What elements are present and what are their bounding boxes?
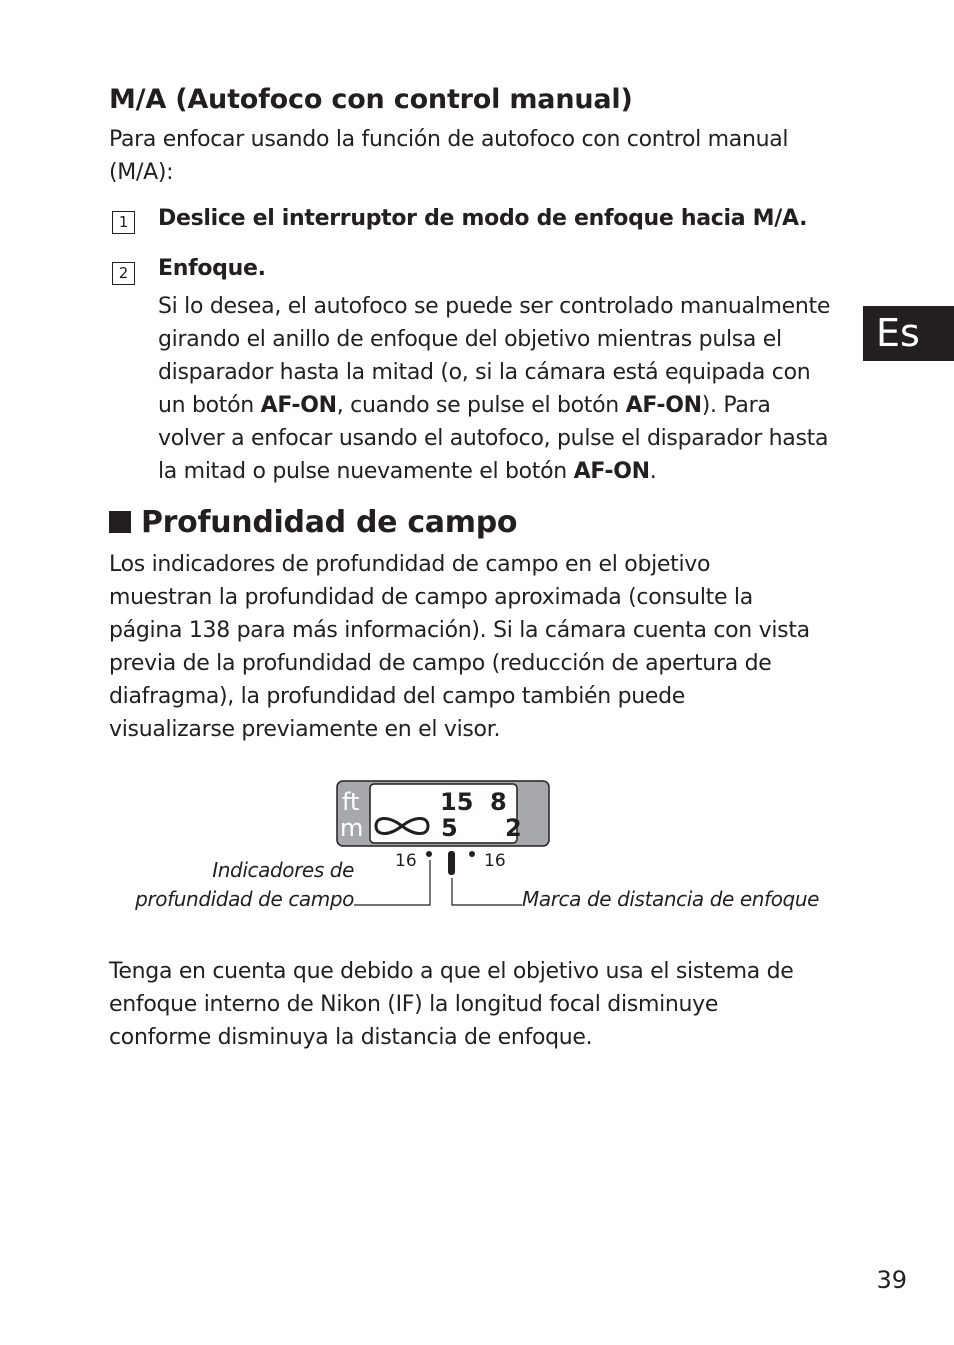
m-value-2: 2 [505,814,522,842]
ft-value-15: 15 [440,788,474,816]
step-2-body [158,290,830,488]
text-run: la mitad o pulse nuevamente el botón [158,459,574,484]
text-run: ). Para [701,393,771,418]
intro-line-1: Para enfocar usando la función de autofoco con control manual [109,127,789,152]
caption-line: Indicadores de [212,858,354,882]
dof-dot-left [426,851,432,857]
dof-line: visualizarse previamente en el visor. [109,717,501,742]
caption-dof-indicators [109,856,354,914]
step-2-line-5: volver a enfocar usando el autofoco, pulse el disparador hasta [158,426,829,451]
dof-line: muestran la profundidad de campo aproximada (consulte la [109,585,753,610]
focus-distance-mark [448,851,455,875]
step-2-line-2: girando el anillo de enfoque del objetivo mientras pulsa el [158,327,782,352]
section-square-icon [109,511,131,533]
step-2-line-1: Si lo desea, el autofoco se puede ser controlado manualmente [158,294,831,319]
dof-line: Los indicadores de profundidad de campo en el objetivo [109,552,711,577]
m-value-5: 5 [441,814,458,842]
closing-line: enfoque interno de Nikon (IF) la longitud focal disminuye [109,992,719,1017]
text-run: un botón [158,393,261,418]
leader-line-right [452,878,522,905]
step-title-2: Enfoque. [158,256,266,281]
dof-mark-right: 16 [484,851,506,871]
leader-line-left [354,860,430,905]
unit-ft: ft [342,788,360,816]
ft-value-8: 8 [490,788,507,816]
closing-paragraph [109,955,794,1054]
step-number-1: 1 [112,211,135,234]
step-title-1: Deslice el interruptor de modo de enfoque hacia M/A. [158,206,808,231]
intro-line-2: (M/A): [109,160,174,185]
step-number-2: 2 [112,262,135,285]
step-2-line-6 [158,455,830,488]
language-tab: Es [863,306,954,361]
step-2-line-3: disparador hasta la mitad (o, si la cámara está equipada con [158,360,811,385]
unit-m: m [340,814,364,842]
section-title-ma: M/A (Autofoco con control manual) [109,84,633,115]
caption-line: profundidad de campo [135,887,354,911]
af-on-label: AF-ON [573,459,650,484]
page-number: 39 [876,1266,907,1294]
text-run: . [649,459,657,484]
section-title-text: Profundidad de campo [141,505,518,540]
dof-paragraph [109,548,810,746]
dof-line: página 138 para más información). Si la cámara cuenta con vista [109,618,810,643]
closing-line: conforme disminuya la distancia de enfoque. [109,1025,593,1050]
dof-line: previa de la profundidad de campo (reducción de apertura de [109,651,772,676]
text-run: , cuando se pulse el botón [336,393,626,418]
section-title-dof [109,505,517,540]
dof-mark-left: 16 [395,851,417,871]
af-on-label: AF-ON [260,393,337,418]
dof-line: diafragma), la profundidad del campo también puede [109,684,686,709]
dof-dot-right [469,851,475,857]
closing-line: Tenga en cuenta que debido a que el objetivo usa el sistema de [109,959,794,984]
step-2-line-4 [158,389,830,422]
caption-focus-mark: Marca de distancia de enfoque [522,887,820,911]
af-on-label: AF-ON [625,393,702,418]
